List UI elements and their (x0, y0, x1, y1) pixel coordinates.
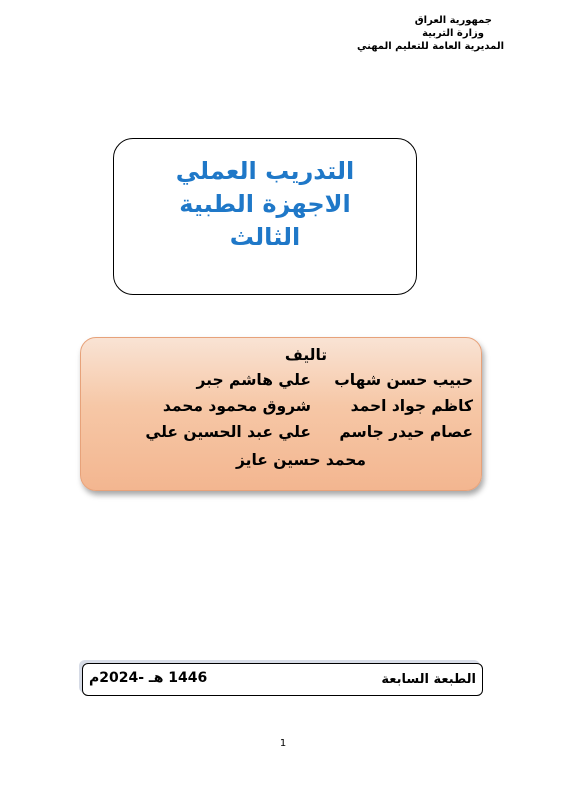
authors-box (80, 337, 482, 491)
author-name: عصام حيدر جاسم (339, 423, 473, 441)
edition-label: الطبعة السابعة (381, 672, 476, 687)
author-row (83, 371, 473, 393)
header-directorate: المديرية العامة للتعليم المهني (357, 41, 504, 52)
header-ministry: وزارة التربية (422, 28, 484, 39)
title-box (113, 138, 417, 295)
authors-heading: تاليف (284, 346, 328, 364)
author-row (83, 423, 473, 445)
author-name: علي عبد الحسين علي (145, 423, 311, 441)
author-row (83, 397, 473, 419)
edition-year: 1446 هـ -2024م (89, 670, 208, 686)
edition-box (82, 663, 483, 696)
page-number: 1 (279, 738, 287, 749)
author-name: محمد حسين عايز (236, 451, 366, 469)
author-name: حبيب حسن شهاب (334, 371, 473, 389)
title-line-1: التدريب العملي (175, 157, 355, 185)
author-name: كاظم جواد احمد (350, 397, 473, 415)
ministry-header (284, 14, 504, 53)
title-line-3: الثالث (229, 223, 301, 251)
header-country: جمهورية العراق (414, 15, 492, 26)
author-name: علي هاشم جبر (196, 371, 311, 389)
title-line-2: الاجهزة الطبية (179, 190, 351, 218)
author-name: شروق محمود محمد (162, 397, 311, 415)
